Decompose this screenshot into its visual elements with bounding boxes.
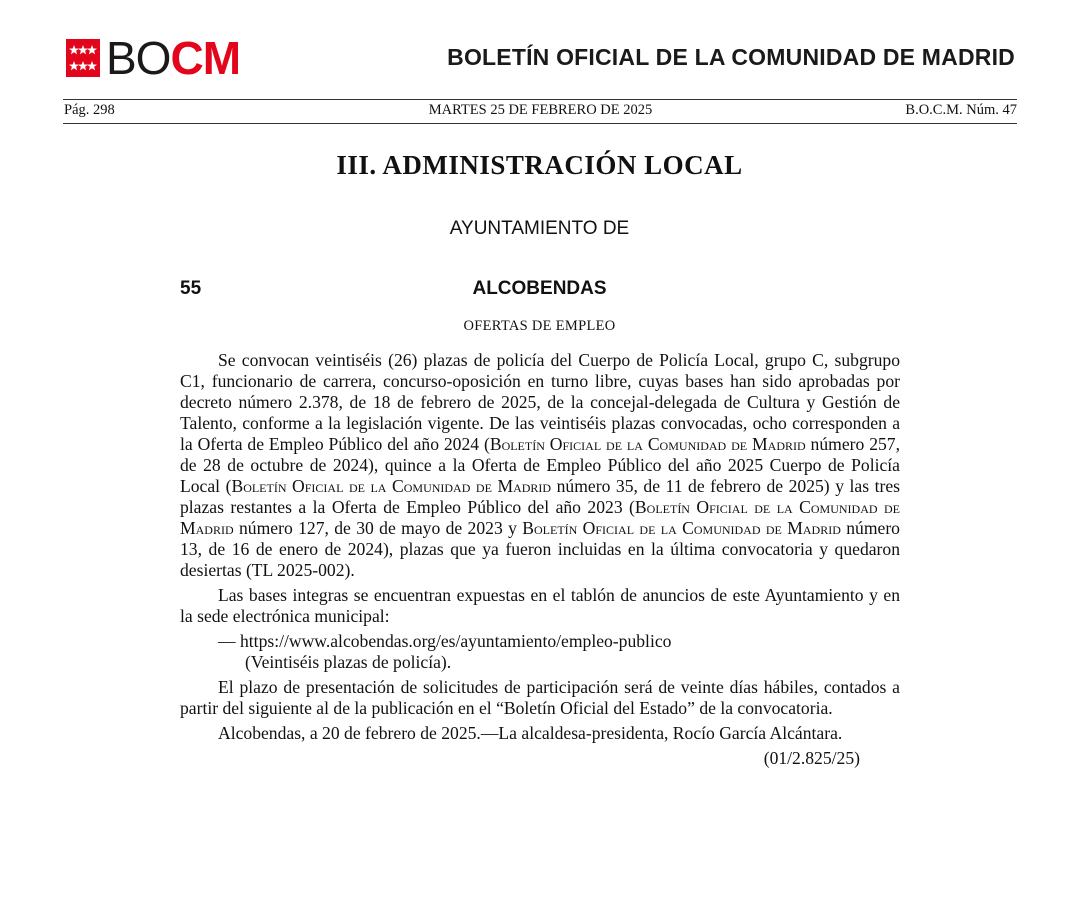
logo-wordmark <box>106 32 241 84</box>
paragraph-convocatoria <box>180 350 900 581</box>
bocm-citation: Boletín Oficial de la Comunidad de Madrid <box>522 518 841 538</box>
reference-code: (01/2.825/25) <box>763 748 860 768</box>
logo-text-bo: BO <box>106 32 171 84</box>
paragraph-signature: Alcobendas, a 20 de febrero de 2025.—La alcaldesa-presidenta, Rocío García Alcántara. <box>218 723 843 743</box>
madrid-flag-stars-icon <box>66 39 100 77</box>
entry-number: 55 <box>180 278 202 299</box>
journal-title: BOLETÍN OFICIAL DE LA COMUNIDAD DE MADRID <box>447 44 1015 70</box>
paragraph-plazo: El plazo de presentación de solicitudes de participación será de veinte días hábiles, contados a partir del siguiente al de la publicación en el “Boletín Oficial del Estado” de la convocatoria. <box>180 677 900 718</box>
url-note: (Veintiséis plazas de policía). <box>245 652 452 672</box>
bocm-citation: Boletín Oficial de la Comunidad de Madrid <box>231 476 552 496</box>
logo-text-cm: CM <box>170 32 241 84</box>
text-run: número 127, de 30 de mayo de 2023 y <box>233 518 523 538</box>
announcement-body <box>180 350 900 773</box>
city-name: ALCOBENDAS <box>472 278 607 299</box>
issue-date: MARTES 25 DE FEBRERO DE 2025 <box>428 102 653 118</box>
header-rule-top <box>63 99 1017 100</box>
section-title: III. ADMINISTRACIÓN LOCAL <box>336 150 743 180</box>
bocm-citation: Boletín Oficial de la Comunidad de Madrid <box>489 434 806 454</box>
text-run: número 257, de 28 de octubre de 2024), quince a la Oferta de Empleo Público del año 2025 Cuerpo de Policía Local ( <box>180 434 900 496</box>
page-headline <box>64 102 1017 122</box>
page-number: Pág. 298 <box>64 102 115 118</box>
category-label: OFERTAS DE EMPLEO <box>463 318 616 334</box>
text-run: número 35, de 11 de febrero de 2025) y las tres plazas restantes a la Oferta de Empleo Público del año 2023 ( <box>180 476 900 517</box>
employment-url-link[interactable]: https://www.alcobendas.org/es/ayuntamiento/empleo-publico <box>240 631 672 651</box>
paragraph-bases: Las bases integras se encuentran expuestas en el tablón de anuncios de este Ayuntamiento y en la sede electrónica municipal: <box>180 585 900 626</box>
header-rule-bottom <box>63 123 1017 124</box>
bocm-logo <box>66 32 241 84</box>
text-run: número 13, de 16 de enero de 2024), plazas que ya fueron incluidas en la última convocatoria y quedaron desiertas (TL 2025-002). <box>180 518 900 580</box>
ayuntamiento-label: AYUNTAMIENTO DE <box>449 218 630 239</box>
text-run: Se convocan veintiséis (26) plazas de policía del Cuerpo de Policía Local, grupo C, subgrupo C1, funcionario de carrera, concurso-oposición en turno libre, cuyas bases han sido aprobadas por decreto número 2.378, de 18 de febrero de 2025, de la concejal-delegada de Cultura y Gestión de Talento, conforme a la legislación vigente. De las veintiséis plazas convocadas, ocho corresponden a la Oferta de Empleo Público del año 2024 ( <box>180 350 900 454</box>
bocm-citation: Boletín Oficial de la Comunidad de Madrid <box>180 497 900 538</box>
list-dash: — <box>218 631 236 651</box>
issue-number: B.O.C.M. Núm. 47 <box>905 102 1017 118</box>
list-item <box>180 631 900 673</box>
